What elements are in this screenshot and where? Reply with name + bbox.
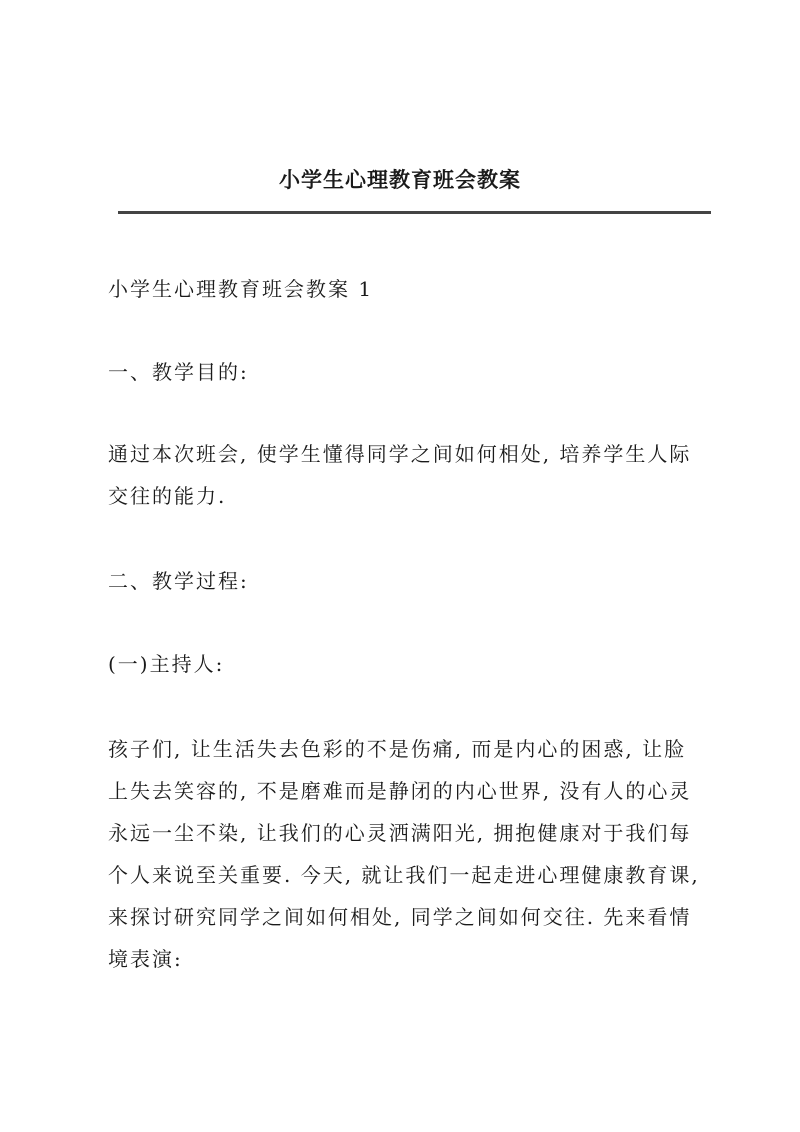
host-paragraph: 孩子们, 让生活失去色彩的不是伤痛, 而是内心的困惑, 让脸上失去笑容的, 不是磨难而是静闭的内心世界, 没有人的心灵永远一尘不染, 让我们的心灵洒满阳光, 拥抱健康对于我们每个人来说至关重要. 今天, 就让我们一起走进心理健康教育课, 来探讨研究同学之间如何相处, 同学之间如何交往. 先来看情境表演: [108,737,700,971]
process-heading: 二、教学过程: [108,569,249,593]
title-divider [118,211,711,214]
host-heading: (一)主持人: [108,652,225,676]
goal-paragraph: 通过本次班会, 使学生懂得同学之间如何相处, 培养学生人际交往的能力. [108,442,692,508]
goal-heading: 一、教学目的: [108,360,249,384]
document-title: 小学生心理教育班会教案 [279,167,521,192]
section-heading: 小学生心理教育班会教案 1 [108,277,374,301]
